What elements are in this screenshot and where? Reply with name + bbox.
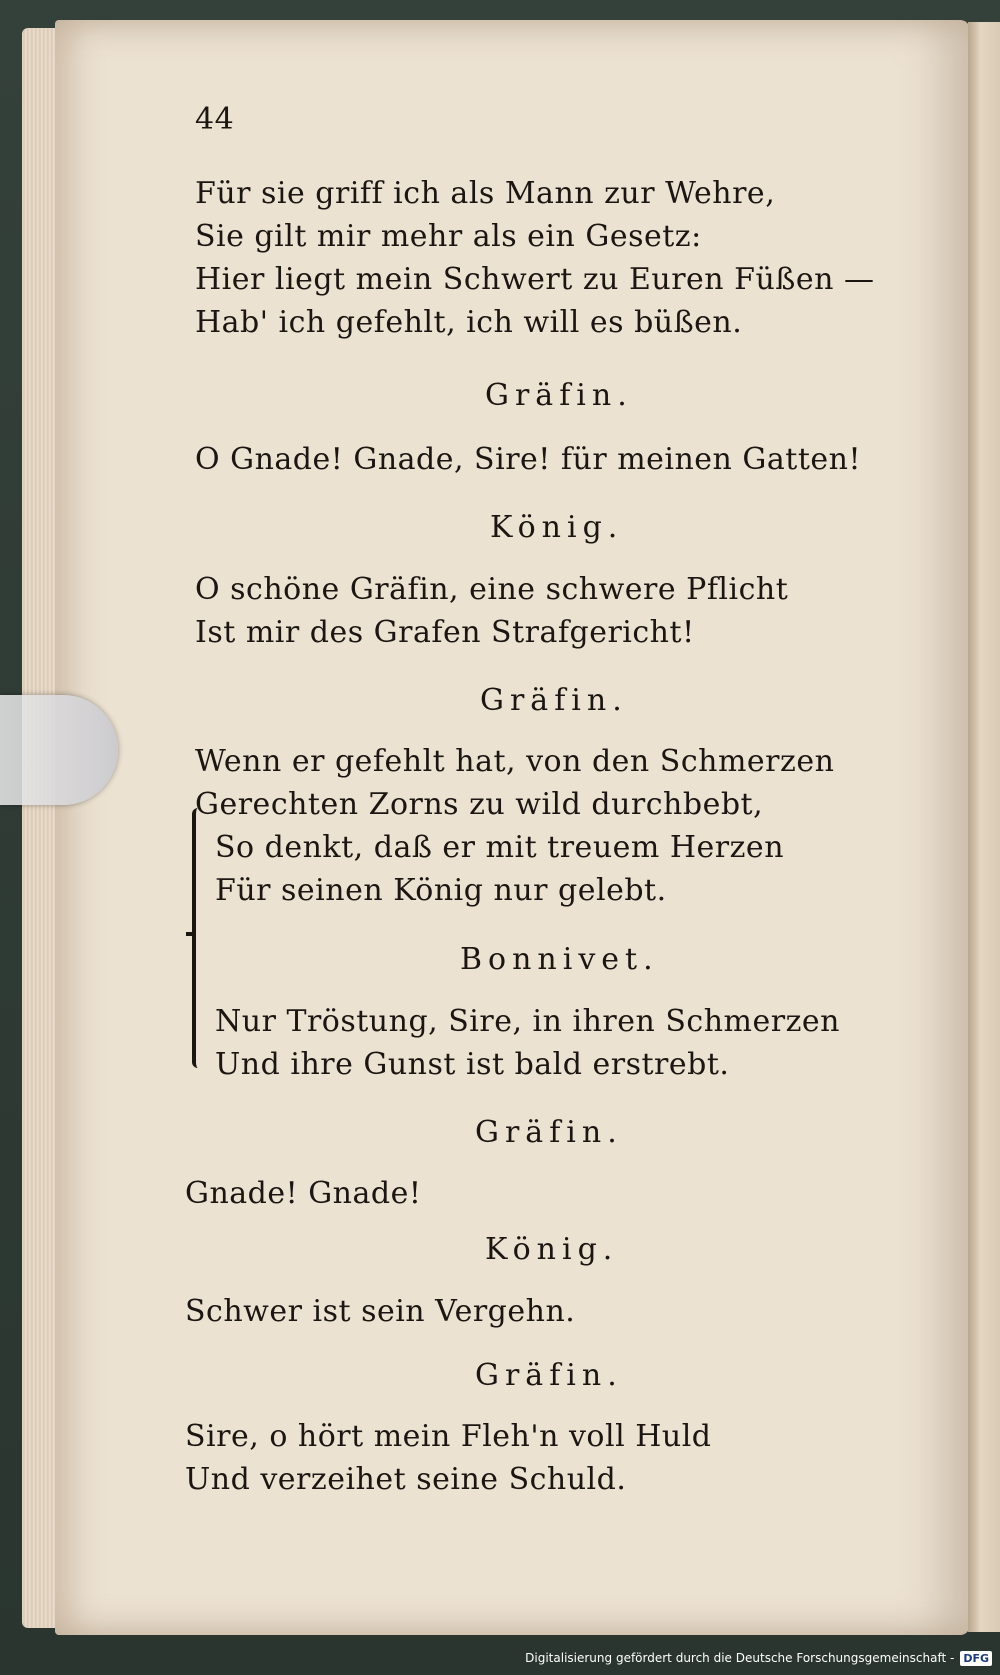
verse-line: O schöne Gräfin, eine schwere Pflicht xyxy=(195,572,789,607)
verse-bracket xyxy=(192,808,204,1068)
page-number: 44 xyxy=(195,102,235,137)
speaker-name: Bonnivet. xyxy=(460,942,659,977)
verse-line: O Gnade! Gnade, Sire! für meinen Gatten! xyxy=(195,442,862,477)
verse-line: Sie gilt mir mehr als ein Gesetz: xyxy=(195,219,702,254)
speaker-name: Gräfin. xyxy=(480,683,628,718)
speaker-name: Gräfin. xyxy=(475,1115,623,1150)
verse-line: Und ihre Gunst ist bald erstrebt. xyxy=(215,1047,730,1082)
page-clip xyxy=(0,695,118,805)
speaker-name: Gräfin. xyxy=(475,1358,623,1393)
speaker-name: König. xyxy=(485,1232,619,1267)
credit-text: Digitalisierung gefördert durch die Deutsche Forschungsgemeinschaft - xyxy=(525,1651,955,1665)
verse-line: Gerechten Zorns zu wild durchbebt, xyxy=(195,787,764,822)
verse-line: Und verzeihet seine Schuld. xyxy=(185,1462,627,1497)
next-page-edge xyxy=(968,22,1000,1632)
verse-line: Für sie griff ich als Mann zur Wehre, xyxy=(195,176,776,211)
verse-line: Für seinen König nur gelebt. xyxy=(215,873,667,908)
verse-line: Hab' ich gefehlt, ich will es büßen. xyxy=(195,305,743,340)
speaker-name: König. xyxy=(490,510,624,545)
verse-bracket-tick xyxy=(186,932,196,936)
verse-line: Nur Tröstung, Sire, in ihren Schmerzen xyxy=(215,1004,840,1039)
dfg-logo: DFG xyxy=(960,1651,992,1666)
verse-line: Gnade! Gnade! xyxy=(185,1176,422,1211)
verse-line: Ist mir des Grafen Strafgericht! xyxy=(195,615,695,650)
speaker-name: Gräfin. xyxy=(485,378,633,413)
verse-line: Schwer ist sein Vergehn. xyxy=(185,1294,576,1329)
verse-line: Wenn er gefehlt hat, von den Schmerzen xyxy=(195,744,835,779)
digitization-credit xyxy=(525,1645,992,1671)
verse-line: Sire, o hört mein Fleh'n voll Huld xyxy=(185,1419,712,1454)
verse-line: Hier liegt mein Schwert zu Euren Füßen — xyxy=(195,262,875,297)
verse-line: So denkt, daß er mit treuem Herzen xyxy=(215,830,785,865)
